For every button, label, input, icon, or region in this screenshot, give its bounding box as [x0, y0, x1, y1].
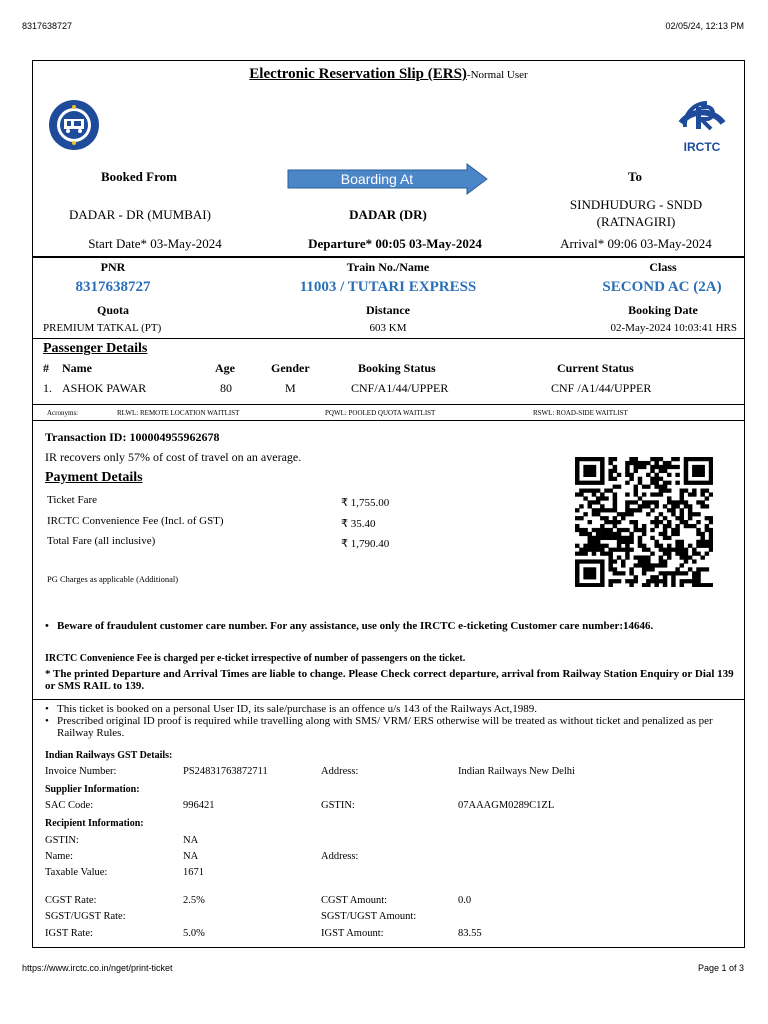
- recipient-gstin-label: GSTIN:: [45, 835, 79, 846]
- sgst-rate-label: SGST/UGST Rate:: [45, 911, 126, 922]
- invoice-value: PS24831763872711: [183, 766, 268, 777]
- recipient-gstin-value: NA: [183, 835, 199, 846]
- train-value: 11003 / TUTARI EXPRESS: [299, 279, 477, 295]
- irctc-logo: [667, 87, 737, 154]
- class-label: Class: [649, 260, 677, 274]
- booking-date-label: Booking Date: [628, 303, 698, 317]
- quota-value: PREMIUM TATKAL (PT): [43, 322, 162, 334]
- ticket-fare-value: ₹ 1,755.00: [341, 497, 390, 509]
- taxable-value: 1671: [183, 867, 204, 878]
- supplier-address-value: Indian Railways New Delhi: [458, 766, 575, 777]
- passenger-current-status: CNF /A1/44/UPPER: [551, 381, 652, 395]
- conv-fee-notice: IRCTC Convenience Fee is charged per e-ticket irrespective of number of passengers on the ticket.: [45, 653, 466, 664]
- divider: [33, 404, 744, 405]
- qr-code: [575, 457, 713, 587]
- cgst-rate-value: 2.5%: [183, 895, 205, 906]
- supplier-address-label: Address:: [321, 766, 359, 777]
- sgst-amount-label: SGST/UGST Amount:: [321, 911, 417, 922]
- igst-amount-label: IGST Amount:: [321, 928, 384, 939]
- convenience-fee-label: IRCTC Convenience Fee (Incl. of GST): [47, 515, 224, 527]
- passenger-gender: M: [285, 381, 296, 395]
- print-footer-page: Page 1 of 3: [697, 963, 744, 973]
- divider: [33, 338, 744, 339]
- supplier-gstin-value: 07AAAGM0289C1ZL: [458, 800, 555, 811]
- cgst-amount-value: 0.0: [458, 895, 472, 906]
- supplier-gstin-label: GSTIN:: [321, 800, 355, 811]
- recipient-address-label: Address:: [321, 851, 359, 862]
- transaction-id: Transaction ID: 100004955962678: [45, 430, 220, 444]
- rule-item: • This ticket is booked on a personal User ID, its sale/purchase is an offence u/s 143 of the Railways Act,1989.: [43, 703, 733, 715]
- passenger-booking-status: CNF/A1/44/UPPER: [351, 381, 449, 395]
- passenger-col-name: Name: [62, 361, 92, 375]
- passenger-col-age: Age: [215, 361, 235, 375]
- cgst-rate-label: CGST Rate:: [45, 895, 97, 906]
- divider: [33, 420, 744, 421]
- pg-charges-note: PG Charges as applicable (Additional): [47, 574, 179, 584]
- total-fare-label: Total Fare (all inclusive): [47, 535, 156, 547]
- ir-recovers-text: IR recovers only 57% of cost of travel on an average.: [45, 450, 302, 464]
- passenger-col-gender: Gender: [271, 361, 310, 375]
- print-footer-url: https://www.irctc.co.in/nget/print-ticket: [22, 963, 173, 973]
- acronyms-label: Acronyms:: [47, 409, 79, 417]
- title-suffix: -Normal User: [466, 69, 528, 81]
- passenger-details-title: Passenger Details: [43, 341, 148, 356]
- departure: Departure* 00:05 03-May-2024: [308, 236, 482, 251]
- igst-rate-value: 5.0%: [183, 928, 205, 939]
- distance-value: 603 KM: [369, 322, 407, 334]
- booking-date-value: 02-May-2024 10:03:41 HRS: [610, 322, 737, 334]
- start-date: Start Date* 03-May-2024: [88, 236, 222, 251]
- distance-label: Distance: [366, 303, 410, 317]
- quota-label: Quota: [96, 303, 129, 317]
- train-label: Train No./Name: [346, 260, 430, 274]
- divider: [33, 256, 744, 258]
- recipient-info-title: Recipient Information:: [45, 818, 144, 829]
- booked-from-label: Booked From: [101, 169, 177, 184]
- passenger-age: 80: [220, 381, 232, 395]
- igst-rate-label: IGST Rate:: [45, 928, 93, 939]
- boarding-at-label: Boarding At: [340, 171, 414, 187]
- from-station: DADAR - DR (MUMBAI): [69, 207, 211, 222]
- irctc-logo-text: IRCTC: [683, 140, 721, 154]
- total-fare-value: ₹ 1,790.40: [341, 538, 390, 550]
- pnr-label: PNR: [100, 260, 126, 274]
- to-label: To: [628, 169, 642, 184]
- sac-label: SAC Code:: [45, 800, 94, 811]
- passenger-col-no: #: [43, 361, 49, 375]
- passenger-name: ASHOK PAWAR: [62, 381, 147, 395]
- timing-notice: * The printed Departure and Arrival Times are liable to change. Please Check correct departure, arrival from Railway Station Enquiry or Dial 139 or SMS RAIL to 139.: [45, 668, 734, 692]
- passenger-col-current-status: Current Status: [557, 361, 634, 375]
- divider: [33, 699, 744, 700]
- acronym-pqwl: PQWL: POOLED QUOTA WAITLIST: [325, 409, 436, 417]
- ticket-fare-label: Ticket Fare: [47, 494, 98, 506]
- payment-details-title: Payment Details: [45, 470, 143, 485]
- pnr-value: 8317638727: [75, 279, 151, 295]
- taxable-value-label: Taxable Value:: [45, 867, 108, 878]
- recipient-name-value: NA: [183, 851, 199, 862]
- print-header-datetime: 02/05/24, 12:13 PM: [665, 21, 744, 31]
- rule-item: • Prescribed original ID proof is required while travelling along with SMS/ VRM/ ERS otherwise will be treated as without ticket and penalized as per Railway Rules.: [43, 715, 733, 739]
- ticket-frame: [32, 60, 745, 948]
- acronym-rlwl: RLWL: REMOTE LOCATION WAITLIST: [117, 409, 240, 417]
- arrival: Arrival* 09:06 03-May-2024: [560, 236, 712, 251]
- acronym-rswl: RSWL: ROAD-SIDE WAITLIST: [533, 409, 628, 417]
- igst-amount-value: 83.55: [458, 928, 482, 939]
- title-main: Electronic Reservation Slip (ERS): [249, 66, 467, 82]
- cgst-amount-label: CGST Amount:: [321, 895, 388, 906]
- to-station-line2: (RATNAGIRI): [596, 214, 676, 229]
- page-title: [33, 65, 744, 83]
- convenience-fee-value: ₹ 35.40: [341, 518, 376, 530]
- print-header-id: 8317638727: [22, 21, 73, 31]
- boarding-station: DADAR (DR): [349, 207, 427, 222]
- fraud-notice: [43, 620, 719, 632]
- supplier-info-title: Supplier Information:: [45, 784, 140, 795]
- passenger-no: 1.: [43, 381, 52, 395]
- class-value: SECOND AC (2A): [602, 279, 722, 295]
- invoice-label: Invoice Number:: [45, 766, 117, 777]
- rules-list: [43, 703, 733, 739]
- indian-railways-logo: [41, 97, 107, 158]
- to-station-line1: SINDHUDURG - SNDD: [569, 197, 703, 212]
- fraud-notice-text: • Beware of fraudulent customer care number. For any assistance, use only the IRCTC e-ticketing Customer care number:14646.: [43, 620, 719, 632]
- passenger-col-booking-status: Booking Status: [358, 361, 436, 375]
- recipient-name-label: Name:: [45, 851, 73, 862]
- sac-value: 996421: [183, 800, 215, 811]
- gst-title: Indian Railways GST Details:: [45, 750, 173, 761]
